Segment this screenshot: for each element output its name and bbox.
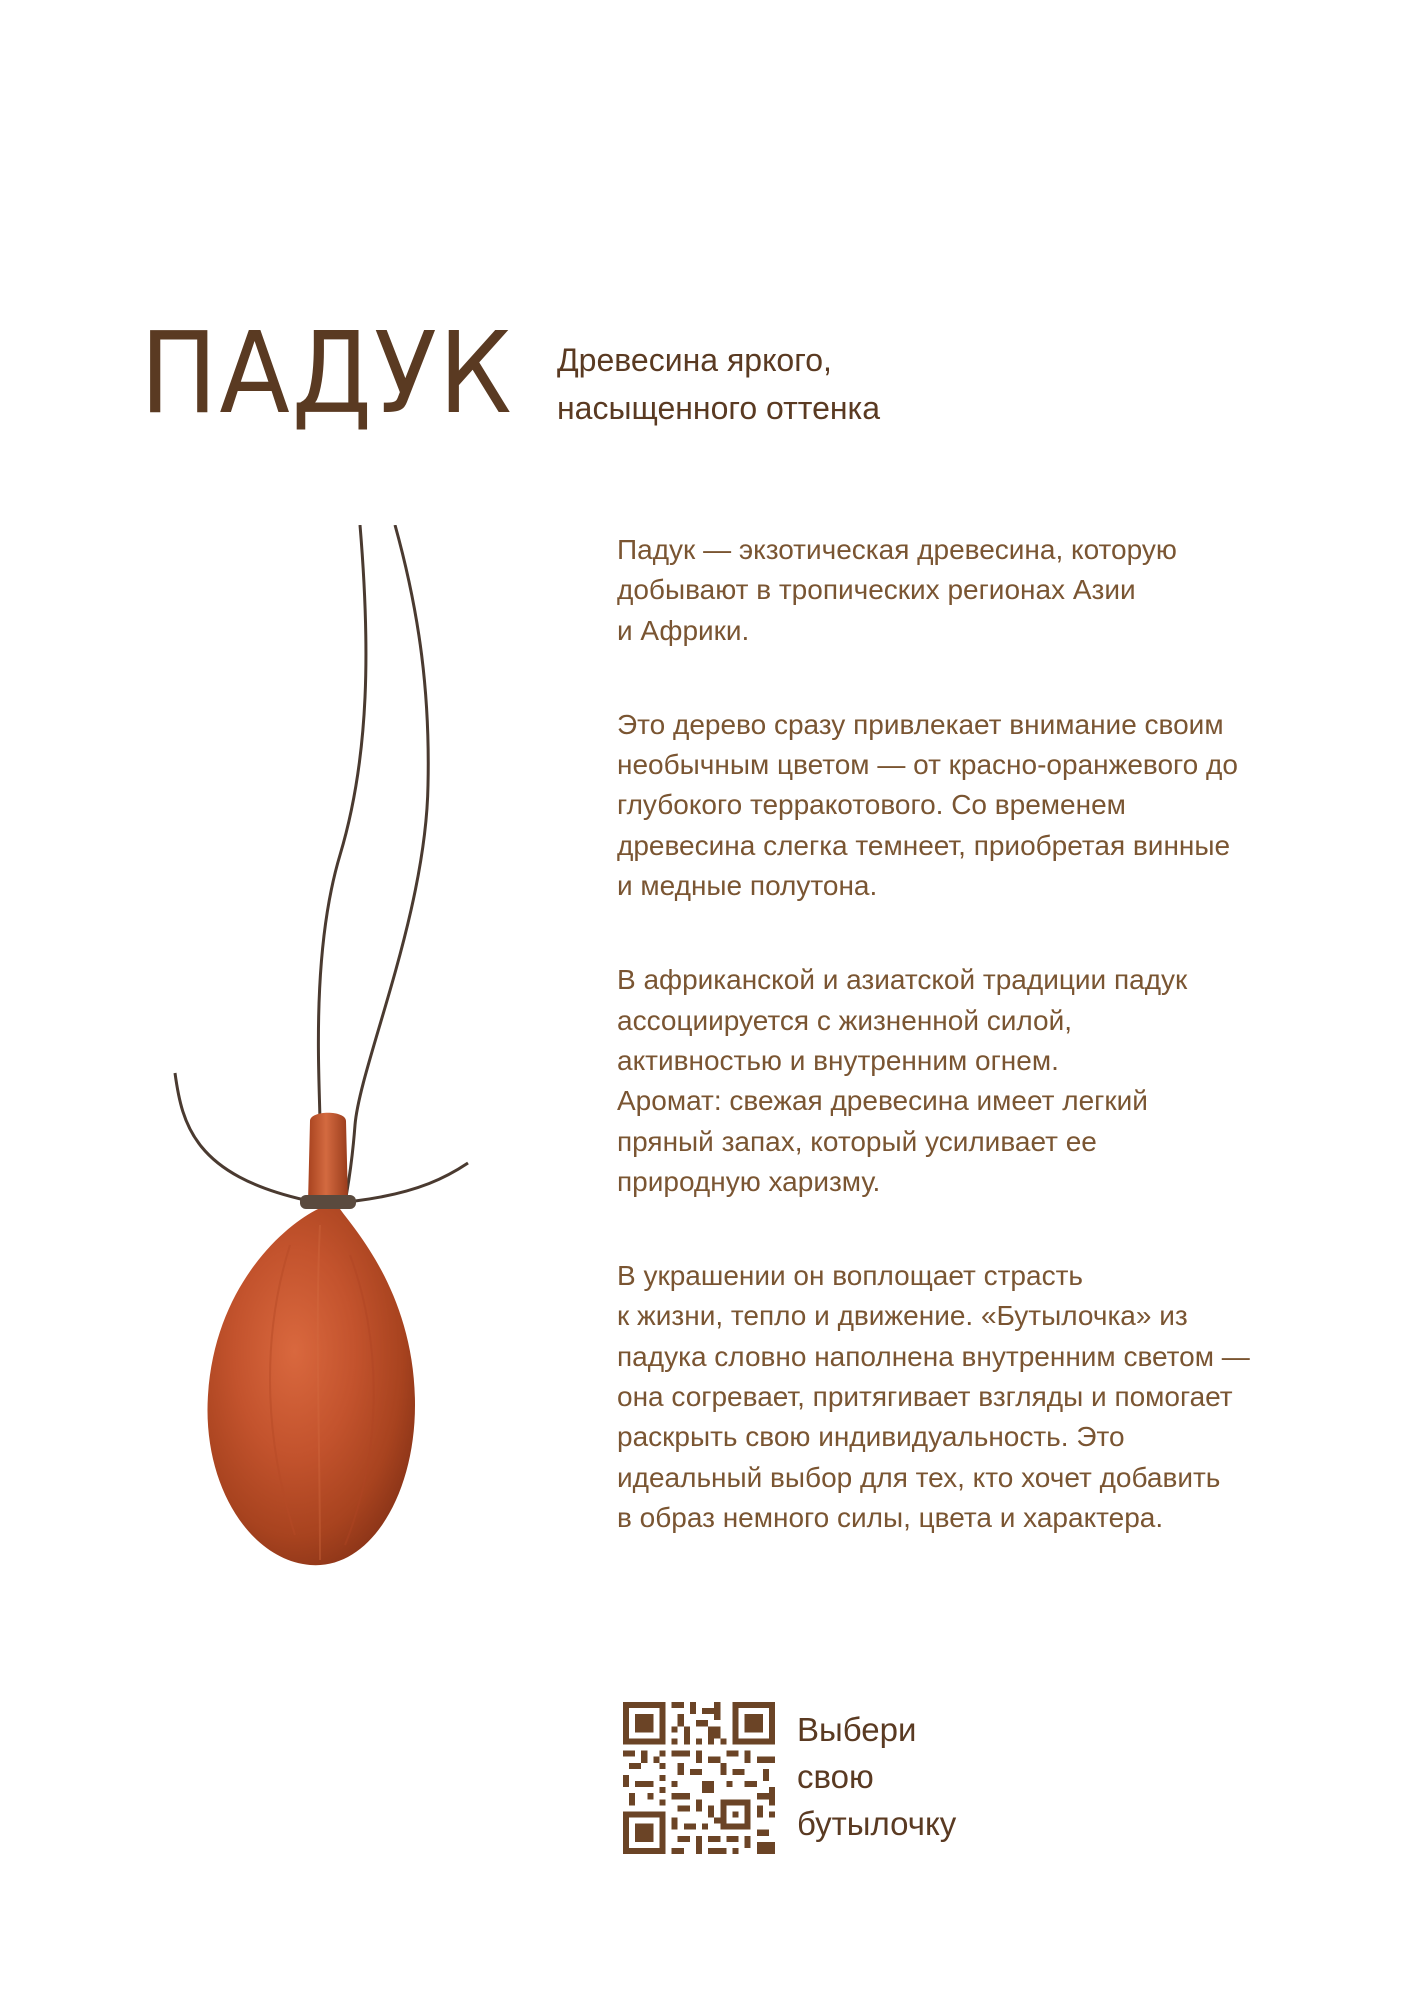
text-line: и Африки.	[617, 614, 750, 646]
page-title: ПАДУК	[140, 309, 514, 439]
cta-line: свою	[797, 1758, 874, 1795]
paragraph	[617, 530, 1337, 651]
subtitle-line: Древесина яркого,	[557, 342, 832, 378]
text-line: В африканской и азиатской традиции падук	[617, 964, 1188, 996]
text-line: ассоциируется с жизненной силой,	[617, 1004, 1073, 1036]
paragraph	[617, 960, 1337, 1202]
description-text	[617, 530, 1337, 1592]
text-line: в образ немного силы, цвета и характера.	[617, 1501, 1164, 1533]
padauk-pendant-image	[170, 525, 490, 1585]
text-line: древесина слегка темнеет, приобретая винные	[617, 829, 1231, 861]
text-line: пряный запах, который усиливает ее	[617, 1125, 1097, 1157]
text-line: природную харизму.	[617, 1165, 881, 1197]
text-line: необычным цветом — от красно-оранжевого до	[617, 749, 1238, 781]
text-line: идеальный выбор для тех, кто хочет добавить	[617, 1461, 1221, 1493]
text-line: В украшении он воплощает страсть	[617, 1260, 1083, 1292]
subtitle-line: насыщенного оттенка	[557, 390, 881, 426]
cta-line: Выбери	[797, 1711, 917, 1748]
paragraph	[617, 1256, 1337, 1538]
call-to-action	[797, 1706, 956, 1847]
cta-line: бутылочку	[797, 1805, 957, 1842]
text-line: Падук — экзотическая древесина, которую	[617, 534, 1177, 565]
text-line: добывают в тропических регионах Азии	[617, 574, 1136, 606]
text-line: раскрыть свою индивидуальность. Это	[617, 1421, 1125, 1453]
text-line: и медные полутона.	[617, 870, 878, 902]
text-line: глубокого терракотового. Со временем	[617, 789, 1126, 821]
qr-code-icon[interactable]	[623, 1702, 775, 1854]
text-line: падука словно наполнена внутренним светом —	[617, 1340, 1250, 1372]
text-line: к жизни, тепло и движение. «Бутылочка» из	[617, 1300, 1188, 1332]
paragraph	[617, 705, 1337, 906]
text-line: активностью и внутренним огнем.	[617, 1044, 1059, 1076]
text-line: Аромат: свежая древесина имеет легкий	[617, 1085, 1148, 1117]
text-line: Это дерево сразу привлекает внимание своим	[617, 708, 1224, 740]
text-line: она согревает, притягивает взгляды и помогает	[617, 1381, 1233, 1413]
page-subtitle	[557, 336, 880, 432]
